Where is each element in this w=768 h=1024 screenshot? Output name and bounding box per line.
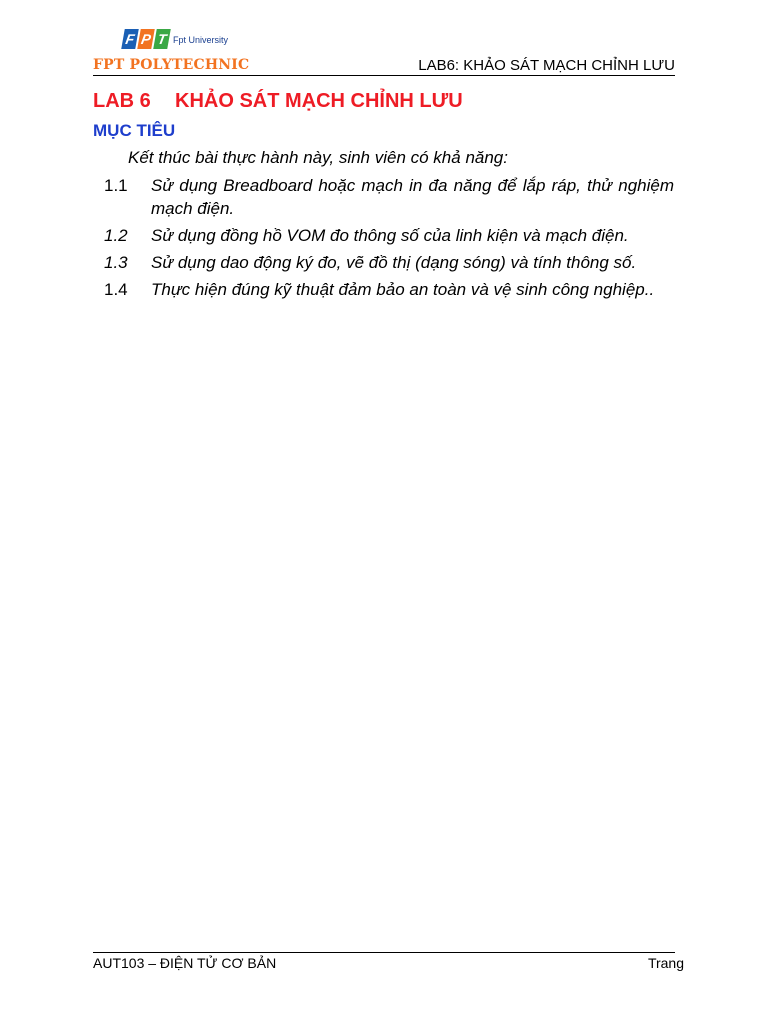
footer-divider — [93, 952, 675, 953]
fpt-logo — [123, 26, 228, 52]
lab-title: KHẢO SÁT MẠCH CHỈNH LƯU — [175, 90, 463, 112]
objectives-list — [104, 174, 674, 305]
lab-number: LAB 6 — [93, 90, 151, 112]
item-text: Thực hiện đúng kỹ thuật đảm bảo an toàn và vệ sinh công nghiệp.. — [151, 280, 655, 299]
logo-tile-t: T — [153, 29, 171, 49]
header-title: LAB6: KHẢO SÁT MẠCH CHỈNH LƯU — [418, 57, 675, 74]
list-item — [104, 278, 674, 301]
intro-text: Kết thúc bài thực hành này, sinh viên có khả năng: — [128, 148, 508, 167]
item-number: 1.3 — [104, 253, 128, 272]
logo-tile-p: P — [137, 29, 155, 49]
logo-tile-f: F — [121, 29, 139, 49]
page-header — [93, 26, 675, 76]
item-number: 1.1 — [104, 176, 128, 195]
logo-subtitle: Fpt University — [173, 35, 229, 45]
section-heading: MỤC TIÊU — [93, 121, 176, 140]
footer-course: AUT103 – ĐIỆN TỬ CƠ BẢN — [93, 955, 277, 971]
list-item — [104, 174, 674, 220]
item-number: 1.4 — [104, 280, 128, 299]
brand-name: FPT POLYTECHNIC — [93, 57, 250, 73]
logo-tiles — [123, 29, 169, 49]
list-item — [104, 224, 674, 247]
item-text: Sử dụng Breadboard hoặc mạch in đa năng để lắp ráp, thử nghiệm mạch điện. — [151, 176, 674, 218]
item-number: 1.2 — [104, 226, 128, 245]
lab-heading — [93, 90, 463, 113]
list-item — [104, 251, 674, 274]
footer-page-label: Trang — [647, 955, 684, 971]
item-text: Sử dụng đồng hồ VOM đo thông số của linh kiện và mạch điện. — [151, 226, 629, 245]
item-text: Sử dụng dao động ký đo, vẽ đồ thị (dạng sóng) và tính thông số. — [151, 253, 637, 272]
header-divider — [93, 75, 675, 76]
